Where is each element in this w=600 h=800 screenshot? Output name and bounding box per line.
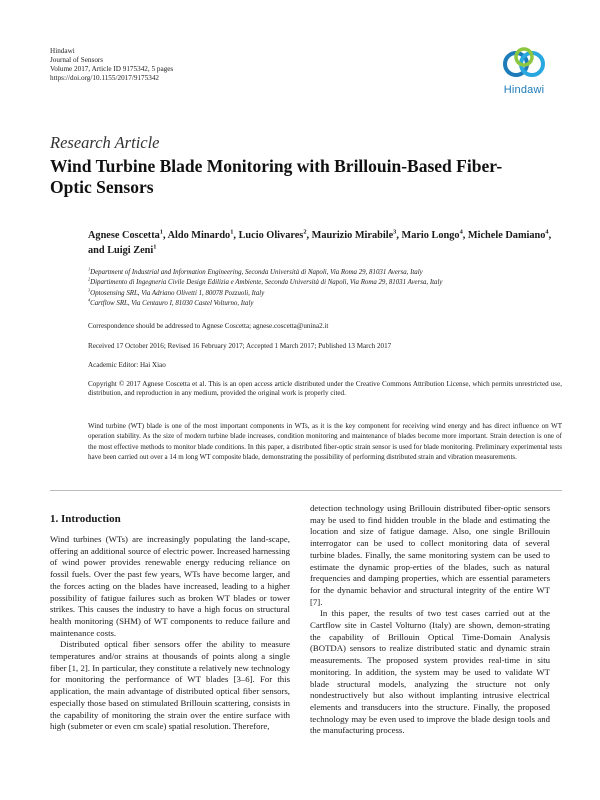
affiliation: $^1$Department of Industrial and Information Engineering, Seconda Università di Napoli, Via Roma 29, 81031 Aversa, Italy [88,266,423,276]
author: Maurizio Mirabile$^3$ [311,228,397,241]
volume-info: Volume 2017, Article ID 9175342, 5 pages [50,65,174,73]
abstract: Wind turbine (WT) blade is one of the most important components in WTs, as it is the key component for receiving wind energy and has direct influence on WT operation stability. As the size of modern turbine blade increases, condition monitoring and maintenance of blades become more important. Strain detection is one of the most effective methods to monitor blade conditions. In this paper, a distributed fiber-optic strain sensor is used for blade monitoring. Preliminary experimental tests have been carried out over a 14 m long WT composite blade, demonstrating the possibility of performing distributed strain and vibration measurements. [88,422,562,462]
article-type: Research Article [50,133,160,152]
author: Agnese Coscetta$^1$ [88,228,163,241]
section-heading: 1. Introduction [50,513,121,525]
author: Luigi Zeni$^1$ [107,243,157,256]
paragraph: In this paper, the results of two test cases carried out at the Cartflow site in Castel Volturno (Italy) are shown, demon-strating the capability of Brillouin Optical Time-Domain Analysis (BOTDA) sensors to realize distributed static and dynamic strain measurements. The proposed system provides real-time in situ monitoring. In addition, the system may be used to validate WT blade structural models, analyzing the structure not only nondestructively but also without implanting intrusive electrical elements and transducers into the structure. Finally, the proposed technology may be even used to improve the blade design tools and the manufacturing process. [310,608,550,736]
author: Lucio Olivares$^2$ [238,228,307,241]
hindawi-logo-icon [502,44,546,84]
affiliation: $^3$Optosensing SRL, Via Adriano Olivetti 1, 80078 Pozzuoli, Italy [88,287,265,297]
paragraph: Wind turbines (WTs) are increasingly populating the land-scape, offering an additional source of electric power. Increased harnessing of wind power provides renewable energy reducing reliance on fossil fuels. Over the past few years, WTs have become larger, and the forces acting on the blades have increased, leading to a higher possibility of fatigue failures such as broken WT blades or tower strikes. This causes the industry to have a high focus on structural health monitoring (SHM) of WT components to reduce failure and maintenance costs. [50,534,290,638]
copyright-notice: Copyright © 2017 Agnese Coscetta et al. This is an open access article distributed under the Creative Commons Attribution License, which permits unrestricted use, distribution, and reproduction in any medium, provided the original work is properly cited. [88,380,562,398]
journal-metadata [50,47,173,83]
affiliations [88,268,558,310]
journal-name: Journal of Sensors [50,56,104,64]
section-divider [50,490,562,491]
logo-wordmark: Hindawi [503,84,545,96]
hindawi-logo [494,44,554,104]
author: Mario Longo$^4$ [401,228,463,241]
article-title: Wind Turbine Blade Monitoring with Brillouin-Based Fiber-Optic Sensors [50,156,503,197]
doi-link[interactable]: https://doi.org/10.1155/2017/9175342 [50,74,160,82]
body-column-right [310,503,550,737]
affiliation: $^2$Dipartimento di Ingegneria Civile Design Edilizia e Ambiente, Seconda Università di Napoli, Via Roma 29, 81031 Aversa, Italy [88,277,443,287]
author: Aldo Minardo$^1$ [167,228,234,241]
author-list: Agnese Coscetta$^1$, Aldo Minardo$^1$, Lucio Olivares$^2$, Maurizio Mirabile$^3$, Mario Longo$^4$, Michele Damiano$^4$, and Luigi Zeni$^1$ [88,228,552,256]
academic-editor: Academic Editor: Hai Xiao [88,361,166,369]
author: Michele Damiano$^4$ [467,228,549,241]
body-column-left [50,534,290,733]
paragraph: Distributed optical fiber sensors offer the ability to measure temperatures and/or strains at thousands of points along a single fiber [1, 2]. In particular, they constitute a relatively new technology for monitoring the performance of WT blades [3–6]. For this application, the main advantage of distributed optical fiber sensors, especially those based on stimulated Brillouin scattering, consists in the capability of monitoring the strain over the entire surface with high (submeter or even cm scale) spatial resolution. Therefore, [50,639,290,732]
paragraph: detection technology using Brillouin distributed fiber-optic sensors may be used to find hidden trouble in the blade and estimating the location and size of fatigue damage. Also, one single Brillouin interrogator can be used to collect monitoring data of several turbine blades. Finally, the same monitoring system can be used to estimate the dynamic prop-erties of the blades, such as natural frequencies and damping properties, which are essential parameters for the dynamic behavior and structural integrity of the entire WT [7]. [310,503,550,607]
affiliation: $^4$Cartflow SRL, Via Centauro I, 81030 Castel Volturno, Italy [88,297,254,308]
correspondence: Correspondence should be addressed to Agnese Coscetta; agnese.coscetta@unina2.it [88,322,329,330]
publisher-name: Hindawi [50,47,75,55]
publication-dates: Received 17 October 2016; Revised 16 February 2017; Accepted 1 March 2017; Published 13 March 2017 [88,342,392,350]
